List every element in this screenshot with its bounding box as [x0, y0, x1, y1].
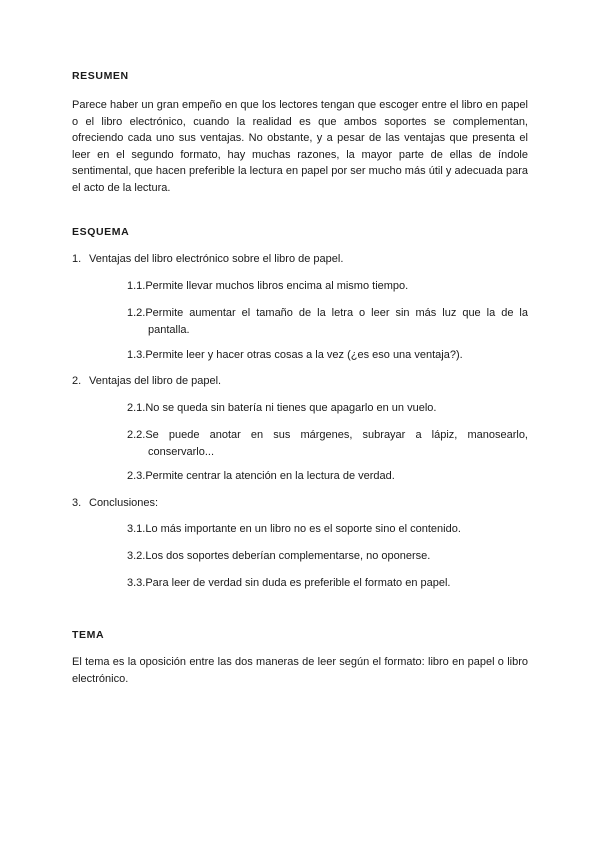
tema-paragraph: El tema es la oposición entre las dos maneras de leer según el formato: libro en papel o libro electrónico.	[72, 656, 528, 685]
subitem-text: 1.1.Permite llevar muchos libros encima al mismo tiempo.	[127, 280, 409, 292]
item-label: Ventajas del libro de papel.	[89, 375, 222, 387]
subitem-continuation: conservarlo...	[148, 445, 215, 458]
esquema-item-1	[72, 251, 343, 267]
esquema-subitem-1-2	[127, 305, 528, 338]
subitem-text: 1.2.Permite aumentar el tamaño de la letra o leer sin más luz que la de la	[127, 307, 528, 319]
item-number: 1.	[72, 253, 82, 265]
esquema-subitem-3-1	[127, 521, 528, 538]
subitem-text: 3.3.Para leer de verdad sin duda es preferible el formato en papel.	[127, 577, 451, 589]
esquema-subitem-2-2	[127, 427, 528, 460]
esquema-heading: ESQUEMA	[72, 226, 130, 238]
subitem-text: 2.2.Se puede anotar en sus márgenes, subrayar a lápiz, manosearlo,	[127, 429, 528, 441]
esquema-subitem-2-1	[127, 400, 528, 417]
subitem-text: 2.3.Permite centrar la atención en la lectura de verdad.	[127, 470, 395, 482]
item-number: 3.	[72, 497, 82, 509]
tema-heading: TEMA	[72, 629, 105, 641]
esquema-subitem-3-3	[127, 575, 528, 592]
esquema-subitem-2-3	[127, 468, 528, 485]
esquema-item-2	[72, 373, 221, 389]
resumen-heading: RESUMEN	[72, 70, 129, 82]
esquema-subitem-3-2	[127, 548, 528, 565]
esquema-item-3	[72, 495, 158, 511]
item-label: Ventajas del libro electrónico sobre el libro de papel.	[89, 253, 344, 265]
subitem-text: 3.1.Lo más importante en un libro no es el soporte sino el contenido.	[127, 523, 461, 535]
esquema-subitem-1-1	[127, 278, 528, 295]
subitem-text: 3.2.Los dos soportes deberían complementarse, no oponerse.	[127, 550, 431, 562]
subitem-text: 1.3.Permite leer y hacer otras cosas a la vez (¿es eso una ventaja?).	[127, 349, 463, 361]
item-number: 2.	[72, 375, 82, 387]
item-label: Conclusiones:	[89, 497, 159, 509]
subitem-continuation: pantalla.	[148, 323, 190, 336]
esquema-subitem-1-3	[127, 347, 528, 364]
resumen-paragraph: Parece haber un gran empeño en que los lectores tengan que escoger entre el libro en papel o el libro electrónico, cuando la realidad es que ambos soportes se complementan, ofreciendo cada uno sus ventajas. No obstante, y a pesar de las ventajas que presenta el leer en el segundo formato, hay muchas razones, la mayor parte de ellas de índole sentimental, que hacen preferible la lectura en papel por ser mucho más útil y adecuada para el acto de la lectura.	[72, 99, 528, 194]
subitem-text: 2.1.No se queda sin batería ni tienes que apagarlo en un vuelo.	[127, 402, 437, 414]
